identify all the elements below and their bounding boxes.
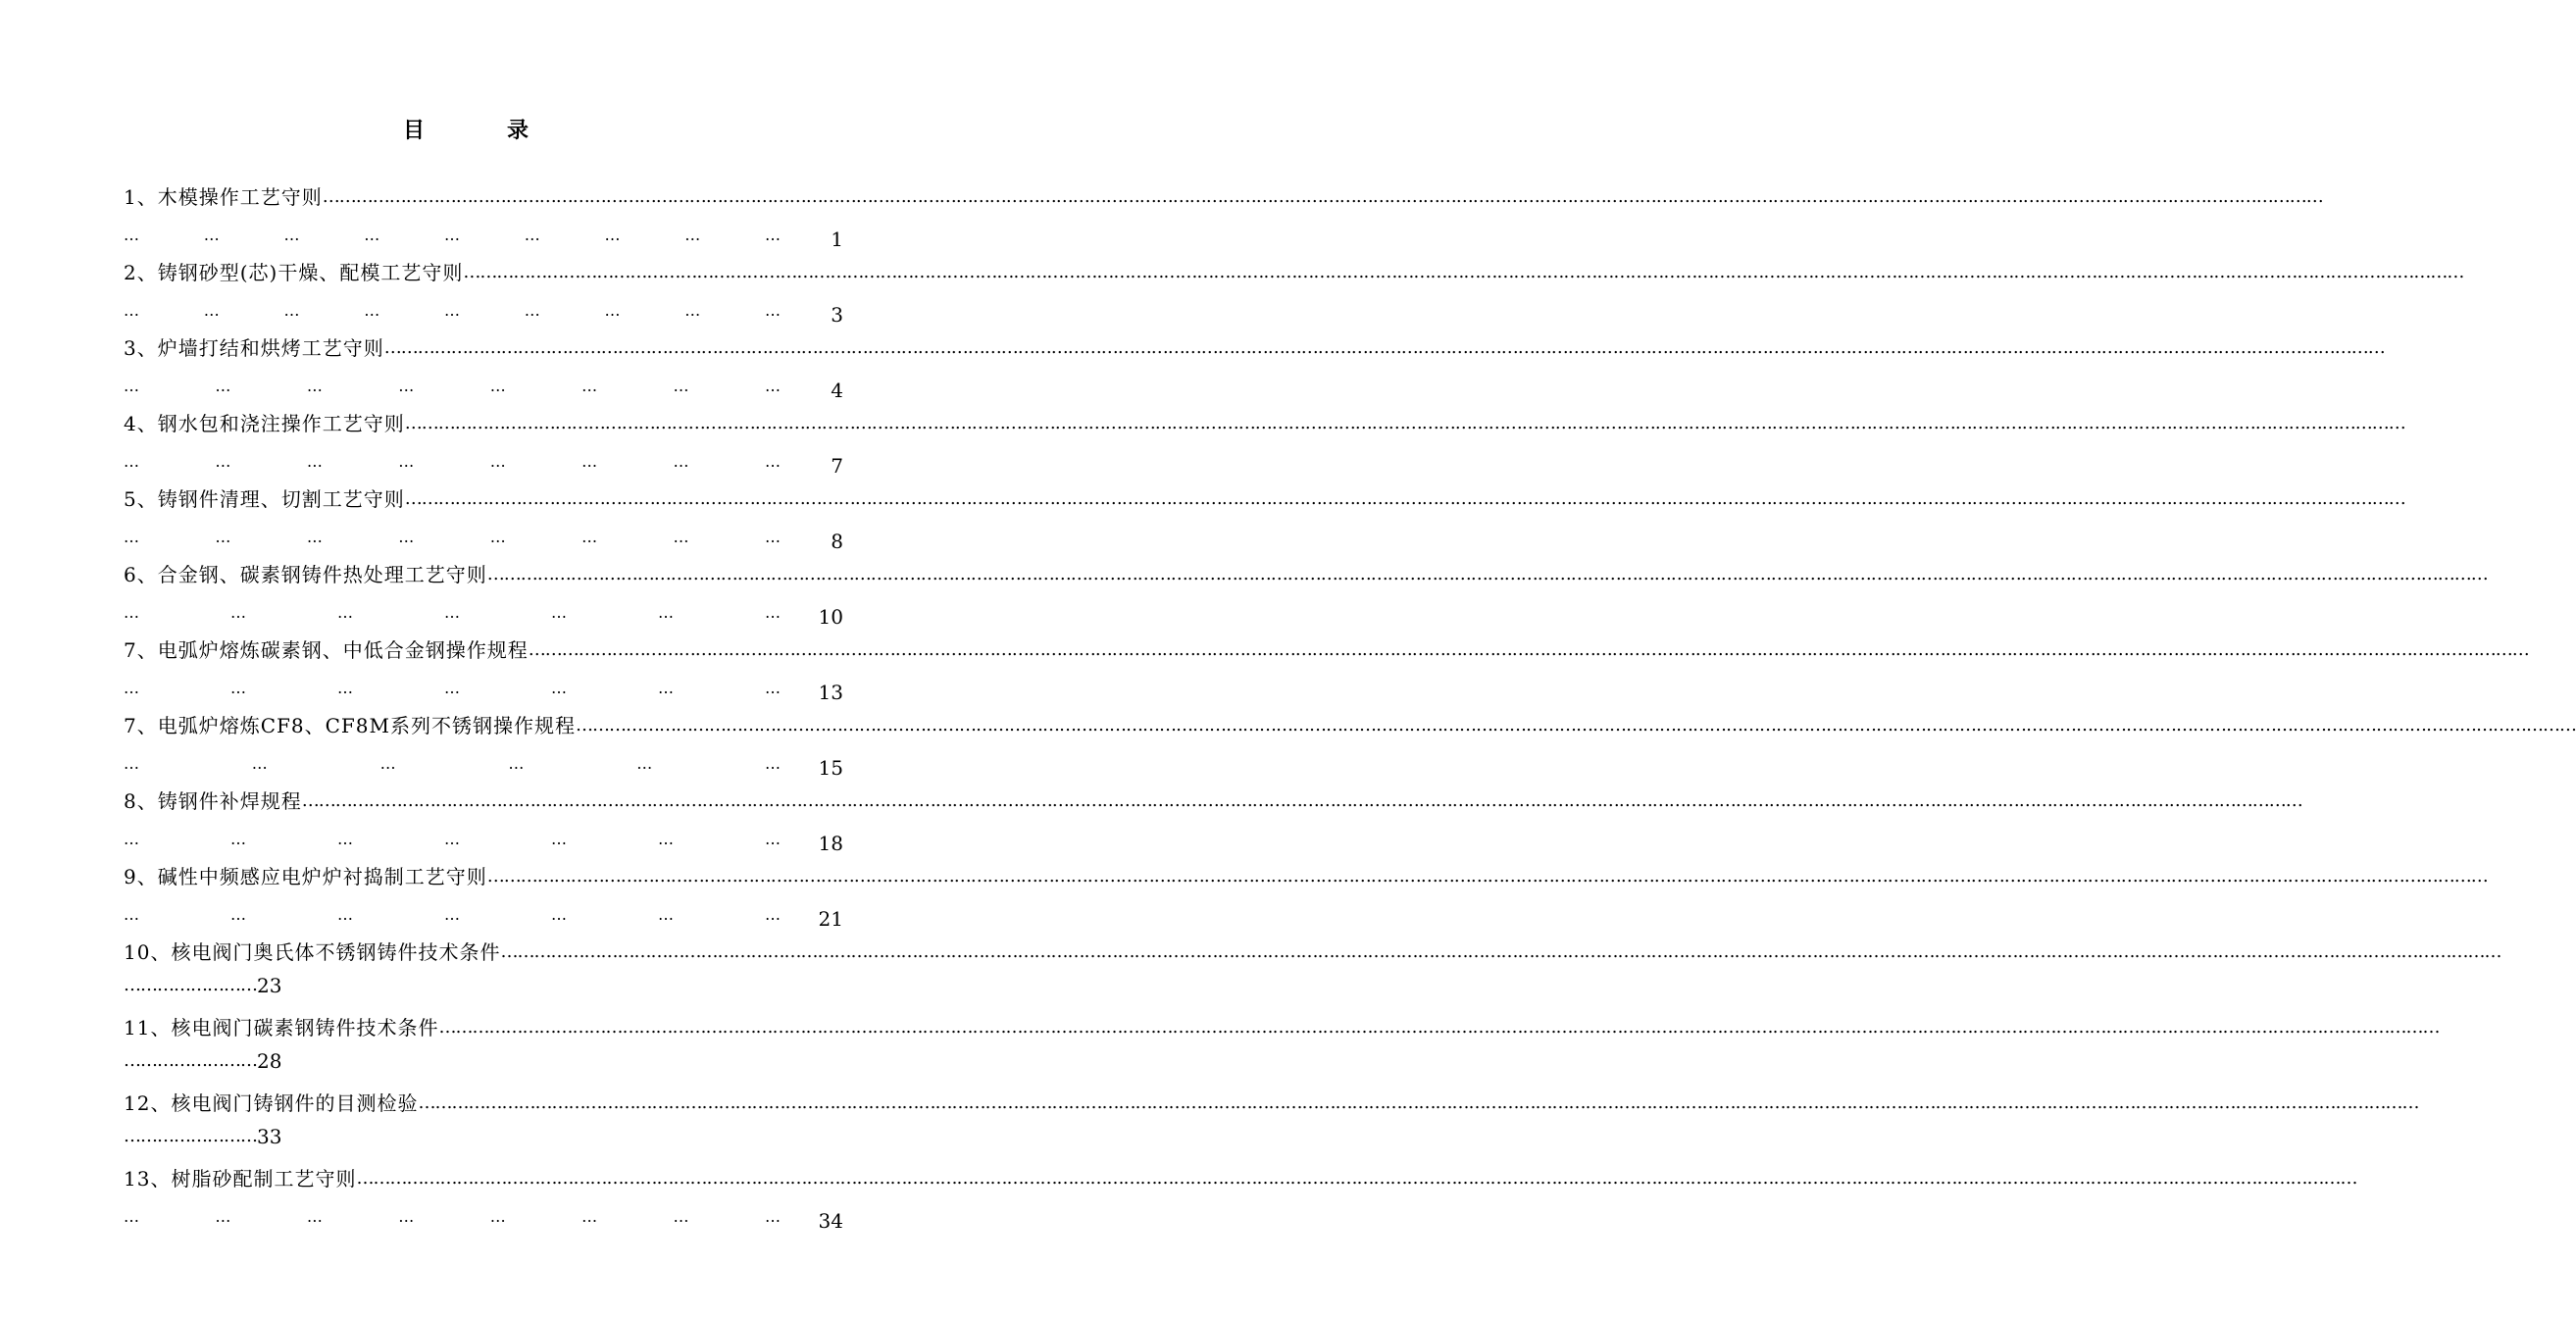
- toc-page-number: 4: [831, 379, 843, 402]
- toc-entry[interactable]: [124, 255, 2464, 330]
- toc-leader-dots: ………………………………………………………………………………………………………………………………………………………………………………………………………………………………………………………………………………………………………………………………: [322, 186, 2323, 207]
- toc-leader-dots: … … … … … … … … …: [124, 300, 781, 320]
- toc-leader-dots: … … … … … … … …: [124, 376, 781, 395]
- toc-leader-dots: ………………………………………………………………………………………………………………………………………………………………………………………………………………………………………………………………………………………………………………………………: [438, 1017, 2440, 1038]
- toc-entry[interactable]: [124, 1086, 2419, 1161]
- toc-leader-dots: ……………………: [124, 1126, 257, 1146]
- toc-entry[interactable]: [124, 633, 2529, 708]
- toc-entry[interactable]: [124, 1010, 2440, 1086]
- toc-leader-dots: … … … … … … …: [124, 829, 781, 848]
- toc-leader-dots: … … … … … … …: [124, 678, 781, 697]
- toc-leader-dots: ……………………: [124, 975, 257, 995]
- toc-leader-dots: ………………………………………………………………………………………………………………………………………………………………………………………………………………………………………………………………………………………………………………………………: [463, 262, 2464, 282]
- toc-entry[interactable]: [124, 330, 2385, 406]
- toc-page-number: 28: [257, 1049, 282, 1073]
- toc-leader-dots: ………………………………………………………………………………………………………………………………………………………………………………………………………………………………………………………………………………………………………………………………: [576, 715, 2576, 735]
- toc-entry-label: 5、铸钢件清理、切割工艺守则: [124, 487, 405, 511]
- toc-entry-label: 11、核电阀门碳素钢铸件技术条件: [124, 1016, 439, 1039]
- toc-page-number: 21: [818, 907, 843, 931]
- toc-leader-dots: … … … … … … …: [124, 602, 781, 622]
- toc-page-number: 10: [818, 605, 843, 629]
- toc-entry[interactable]: [124, 935, 2501, 1010]
- toc-entry-label: 6、合金钢、碳素钢铸件热处理工艺守则: [124, 563, 487, 586]
- toc-entry[interactable]: [124, 406, 2405, 482]
- toc-page-number: 15: [818, 756, 843, 780]
- toc-entry[interactable]: [124, 708, 2576, 784]
- toc-leader-dots: … … … … … … …: [124, 904, 781, 924]
- toc-leader-dots: ………………………………………………………………………………………………………………………………………………………………………………………………………………………………………………………………………………………………………………………………: [486, 564, 2488, 584]
- toc-leader-dots: ………………………………………………………………………………………………………………………………………………………………………………………………………………………………………………………………………………………………………………………………: [301, 790, 2302, 811]
- toc-leader-dots: ………………………………………………………………………………………………………………………………………………………………………………………………………………………………………………………………………………………………………………………………: [500, 941, 2501, 962]
- toc-leader-dots: … … … … … …: [124, 753, 781, 773]
- toc-entry[interactable]: [124, 1161, 2357, 1237]
- toc-entry-label: 8、铸钢件补焊规程: [124, 789, 302, 813]
- toc-leader-dots: ………………………………………………………………………………………………………………………………………………………………………………………………………………………………………………………………………………………………………………………………: [486, 866, 2488, 887]
- toc-entry-label: 2、铸钢砂型(芯)干燥、配模工艺守则: [124, 261, 464, 284]
- toc-leader-dots: ………………………………………………………………………………………………………………………………………………………………………………………………………………………………………………………………………………………………………………………………: [404, 488, 2405, 509]
- toc-entry[interactable]: [124, 557, 2488, 633]
- toc-page-number: 8: [831, 530, 843, 553]
- toc-page-number: 23: [257, 974, 282, 997]
- toc-page-number: 33: [257, 1125, 282, 1148]
- page-title: [0, 114, 932, 144]
- toc-page-number: 34: [818, 1209, 843, 1233]
- toc-leader-dots: ……………………: [124, 1050, 257, 1071]
- toc-entry-label: 9、碱性中频感应电炉炉衬捣制工艺守则: [124, 865, 487, 888]
- toc-leader-dots: ………………………………………………………………………………………………………………………………………………………………………………………………………………………………………………………………………………………………………………………………: [418, 1092, 2419, 1113]
- toc-page-number: 18: [818, 832, 843, 855]
- toc-leader-dots: … … … … … … … …: [124, 1206, 781, 1226]
- toc-entry-label: 12、核电阀门铸钢件的目测检验: [124, 1091, 419, 1115]
- toc-entry[interactable]: [124, 482, 2405, 557]
- toc-leader-dots: ………………………………………………………………………………………………………………………………………………………………………………………………………………………………………………………………………………………………………………………………: [356, 1168, 2357, 1189]
- toc-leader-dots: ………………………………………………………………………………………………………………………………………………………………………………………………………………………………………………………………………………………………………………………………: [383, 337, 2385, 358]
- toc-page-number: 7: [831, 454, 843, 478]
- toc-page-number: 3: [831, 303, 843, 327]
- toc-page-number: 13: [818, 681, 843, 704]
- toc-leader-dots: ………………………………………………………………………………………………………………………………………………………………………………………………………………………………………………………………………………………………………………………………: [404, 413, 2405, 433]
- toc-leader-dots: … … … … … … … …: [124, 451, 781, 471]
- page-title-part2: 录: [507, 118, 530, 143]
- toc-entry-label: 4、钢水包和浇注操作工艺守则: [124, 412, 405, 435]
- toc-entry-label: 10、核电阀门奥氏体不锈钢铸件技术条件: [124, 940, 501, 964]
- toc-entry-label: 7、电弧炉熔炼CF8、CF8M系列不锈钢操作规程: [124, 714, 577, 737]
- toc-entry-label: 3、炉墙打结和烘烤工艺守则: [124, 336, 384, 360]
- toc-entry[interactable]: [124, 784, 2302, 859]
- toc-entry-label: 1、木模操作工艺守则: [124, 185, 323, 209]
- toc-leader-dots: ………………………………………………………………………………………………………………………………………………………………………………………………………………………………………………………………………………………………………………………………: [528, 639, 2529, 660]
- toc-page-number: 1: [831, 228, 843, 251]
- toc-entry-label: 13、树脂砂配制工艺守则: [124, 1167, 357, 1191]
- page-title-part1: 目: [402, 118, 425, 143]
- toc-leader-dots: … … … … … … … …: [124, 527, 781, 546]
- table-of-contents: [124, 179, 2576, 1237]
- toc-entry-label: 7、电弧炉熔炼碳素钢、中低合金钢操作规程: [124, 638, 529, 662]
- toc-leader-dots: … … … … … … … … …: [124, 225, 781, 244]
- toc-entry[interactable]: [124, 859, 2488, 935]
- toc-entry[interactable]: [124, 179, 2323, 255]
